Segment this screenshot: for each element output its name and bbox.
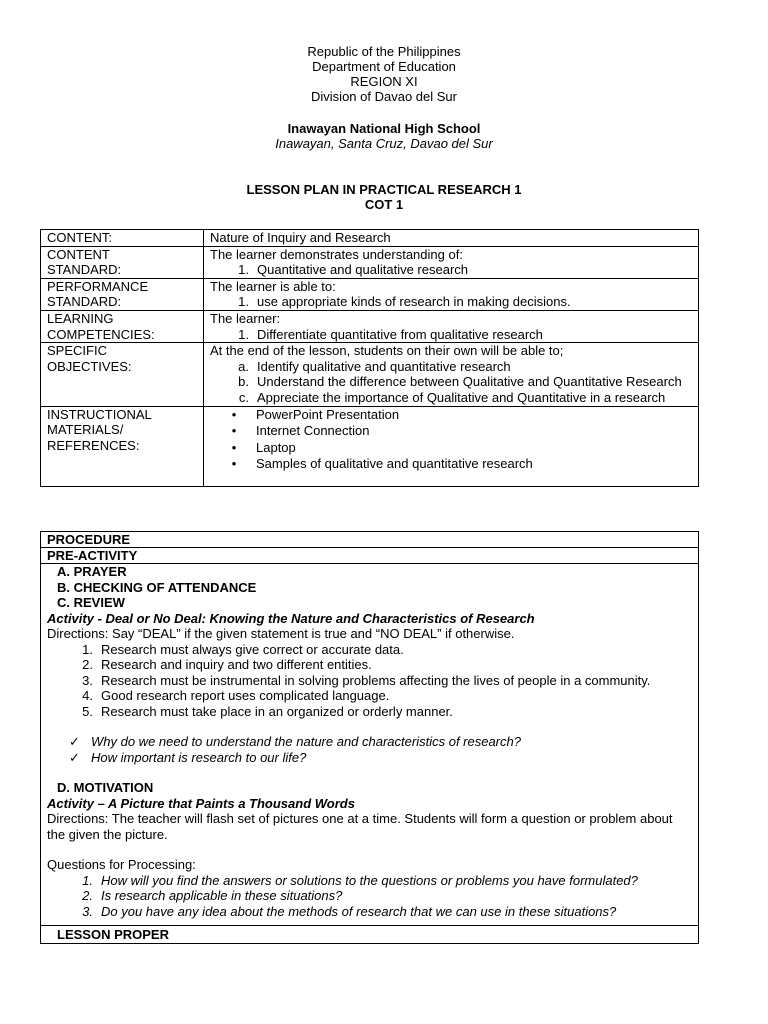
review-directions: Directions: Say “DEAL” if the given statement is true and “NO DEAL” if otherwise. [47, 626, 515, 641]
list-item: 2. Is research applicable in these situations? [82, 888, 343, 903]
header-line-division: Division of Davao del Sur [311, 89, 457, 104]
list-item: 1. Quantitative and qualitative research [238, 262, 469, 278]
instructional-materials-value [204, 406, 699, 486]
motivation-activity-title: Activity – A Picture that Paints a Thousand Words [47, 795, 355, 811]
check-icon: ✓ [69, 749, 80, 765]
lesson-plan-subtitle: COT 1 [364, 197, 404, 212]
list-item: • PowerPoint Presentation [210, 407, 698, 424]
bullet-icon: • [231, 439, 237, 455]
header-line-republic: Republic of the Philippines [307, 44, 461, 59]
content-standard-row [41, 246, 699, 278]
review-heading: C. REVIEW [57, 595, 125, 610]
header-line-region: REGION XI [350, 74, 418, 89]
learning-competencies-value: The learner: 1. Differentiate quantitative from qualitative research [204, 310, 699, 342]
list-item: 4. Good research report uses complicated language. [82, 688, 390, 703]
pre-activity-body [41, 564, 698, 926]
processing-label: Questions for Processing: [47, 857, 196, 872]
bullet-icon: • [231, 406, 237, 422]
bullet-icon: • [231, 456, 237, 472]
content-value: Nature of Inquiry and Research [204, 230, 699, 247]
procedure-heading: PROCEDURE [41, 532, 698, 548]
procedure-table [40, 531, 699, 944]
list-item: 3. Research must be instrumental in solving problems affecting the lives of people in a community. [82, 672, 651, 688]
motivation-heading: D. MOTIVATION [57, 780, 154, 795]
check-icon: ✓ [69, 734, 80, 749]
learning-competencies-label: LEARNING COMPETENCIES: [41, 310, 204, 342]
attendance-heading: B. CHECKING OF ATTENDANCE [57, 579, 257, 595]
list-item: 1. use appropriate kinds of research in making decisions. [238, 294, 571, 310]
list-item: a. Identify qualitative and quantitative research [238, 358, 511, 374]
performance-standard-label: PERFORMANCE STANDARD: [41, 278, 204, 310]
performance-standard-value: The learner is able to: 1. use appropriate kinds of research in making decisions. [204, 278, 699, 310]
list-item: • Laptop [210, 440, 698, 457]
list-item: 2. Research and inquiry and two different entities. [82, 657, 372, 672]
lesson-info-table [40, 229, 699, 487]
processing-questions-list [47, 873, 692, 920]
list-item: 1. How will you find the answers or solutions to the questions or problems you have formulated? [82, 872, 638, 888]
motivation-directions: Directions: The teacher will flash set of pictures one at a time. Students will form a question or problem about the given the picture. [47, 811, 673, 842]
review-statements-list [47, 642, 692, 720]
instructional-materials-row [41, 406, 699, 486]
content-label: CONTENT: [41, 230, 204, 247]
list-item: 1. Research must always give correct or accurate data. [82, 641, 404, 657]
lesson-proper-heading: LESSON PROPER [57, 927, 169, 942]
pre-activity-heading: PRE-ACTIVITY [41, 548, 698, 564]
review-question: ✓ How important is research to our life? [69, 749, 307, 765]
list-item: • Internet Connection [210, 423, 698, 440]
list-item: 1. Differentiate quantitative from qualitative research [238, 326, 543, 342]
lesson-plan-title: LESSON PLAN IN PRACTICAL RESEARCH 1 [246, 182, 522, 197]
list-item: • Samples of qualitative and quantitative research [210, 456, 698, 473]
list-item: c. Appreciate the importance of Qualitative and Quantitative in a research [238, 389, 666, 405]
content-standard-label: CONTENT STANDARD: [41, 246, 204, 278]
specific-objectives-value: At the end of the lesson, students on their own will be able to; a. Identify qualitative and quantitative research b. Understand the difference between Qualitative and Quantitative Research c. Appreciate the importance of Qualitative and Quantitative in a research [204, 343, 699, 406]
review-activity-title: Activity - Deal or No Deal: Knowing the Nature and Characteristics of Research [47, 610, 535, 626]
specific-objectives-row [41, 343, 699, 406]
prayer-heading: A. PRAYER [57, 564, 127, 579]
review-question: ✓ Why do we need to understand the nature and characteristics of research? [69, 734, 521, 749]
list-item: 3. Do you have any idea about the methods of research that we can use in these situations? [82, 903, 617, 919]
specific-objectives-label: SPECIFIC OBJECTIVES: [41, 343, 204, 406]
content-standard-value: The learner demonstrates understanding of: 1. Quantitative and qualitative research [204, 246, 699, 278]
school-name: Inawayan National High School [287, 121, 481, 136]
instructional-materials-label: INSTRUCTIONAL MATERIALS/ REFERENCES: [41, 406, 204, 486]
performance-standard-row [41, 278, 699, 310]
list-item: 5. Research must take place in an organized or orderly manner. [82, 703, 453, 719]
bullet-icon: • [231, 423, 237, 439]
learning-competencies-row [41, 310, 699, 342]
list-item: b. Understand the difference between Qualitative and Quantitative Research [238, 374, 682, 390]
school-address: Inawayan, Santa Cruz, Davao del Sur [275, 136, 493, 151]
header-line-department: Department of Education [312, 59, 456, 74]
content-row [41, 230, 699, 247]
